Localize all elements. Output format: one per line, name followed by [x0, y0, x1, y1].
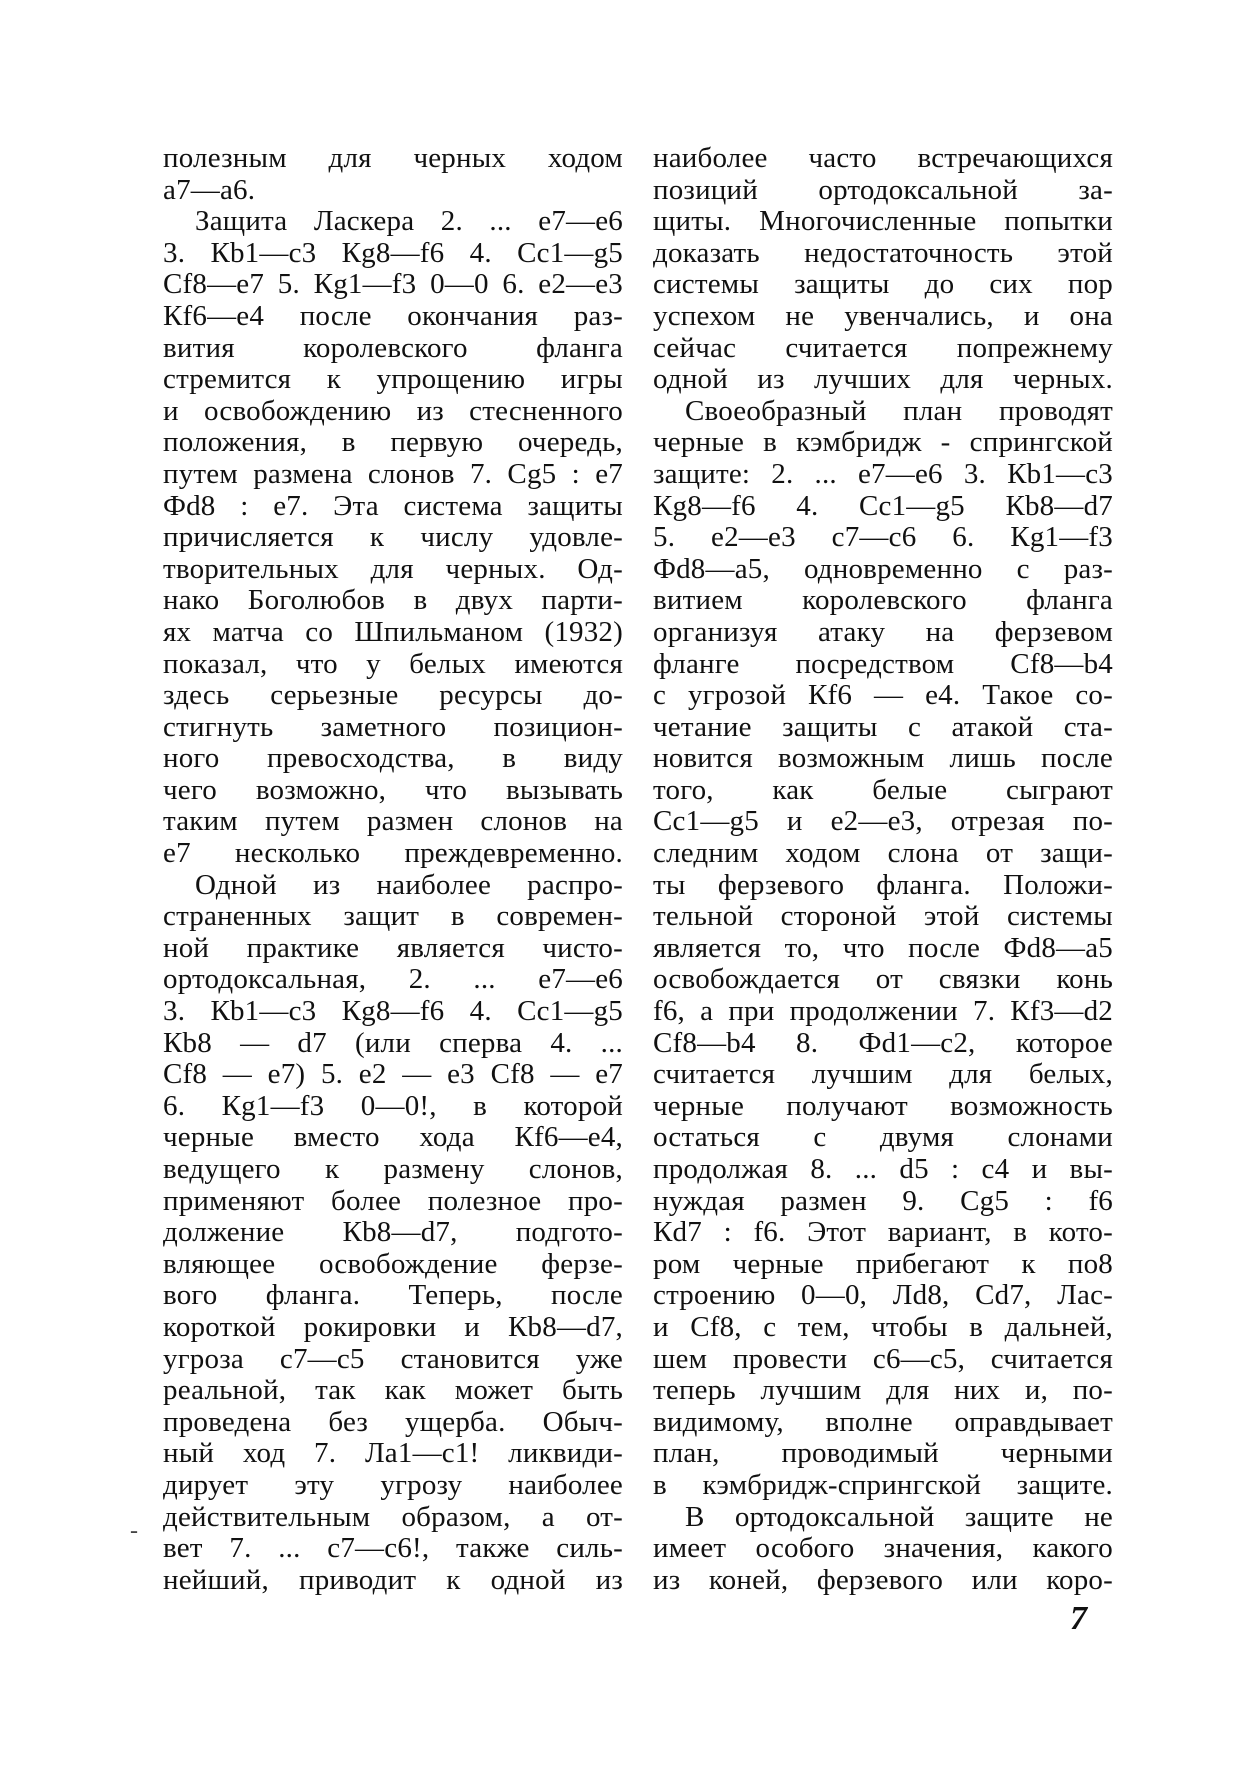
text-line: витием королевского фланга: [653, 584, 1113, 617]
text-line: считается лучшим для белых,: [653, 1058, 1113, 1091]
text-line: имеет особого значения, какого: [653, 1532, 1113, 1565]
text-line: доказать недостаточность этой: [653, 236, 1113, 269]
text-line: Кb8 — d7 (или сперва 4. ...: [163, 1026, 623, 1059]
text-line: вития королевского фланга: [163, 331, 623, 364]
text-line: чего возможно, что вызывать: [163, 773, 623, 806]
text-line: черные вместо хода Кf6—e4,: [163, 1121, 623, 1154]
text-line: Кf6—e4 после окончания раз-: [163, 299, 623, 332]
text-line: нуждая размен 9. Cg5 : f6: [653, 1184, 1113, 1217]
text-line: применяют более полезное про-: [163, 1184, 623, 1217]
text-line: Защита Ласкера 2. ... e7—e6: [195, 205, 623, 238]
text-line: остаться с двумя слонами: [653, 1121, 1113, 1154]
text-line: ях матча со Шпильманом (1932): [163, 615, 623, 648]
text-line: системы защиты до сих пор: [653, 268, 1113, 301]
left-text-column: [163, 143, 623, 1596]
text-line: Cf8—b4 8. Фd1—c2, которое: [653, 1026, 1113, 1059]
text-line: нейший, приводит к одной из: [163, 1563, 623, 1596]
text-line: полезным для черных ходом: [163, 142, 623, 174]
text-line: 3. Кb1—c3 Кg8—f6 4. Cc1—g5: [163, 995, 623, 1028]
text-line: вет 7. ... c7—c6!, также силь-: [163, 1532, 623, 1565]
text-line: ром черные прибегают к по8: [653, 1247, 1113, 1280]
text-line: защите: 2. ... e7—e6 3. Кb1—c3: [653, 457, 1113, 490]
text-line: строению 0—0, Лd8, Cd7, Лас-: [653, 1279, 1113, 1312]
text-line: дирует эту угрозу наиболее: [163, 1468, 623, 1501]
text-line: освобождается от связки конь: [653, 963, 1113, 996]
text-line: здесь серьезные ресурсы до-: [163, 679, 623, 712]
text-line: следним ходом слона от защи-: [653, 837, 1113, 870]
text-line: организуя атаку на ферзевом: [653, 615, 1113, 648]
text-line: видимому, вполне оправдывает: [653, 1405, 1113, 1438]
text-line: Cf8 — e7) 5. e2 — e3 Cf8 — e7: [163, 1058, 623, 1091]
text-line: фланге посредством Cf8—b4: [653, 647, 1113, 680]
text-line: реальной, так как может быть: [163, 1374, 623, 1407]
text-line: того, как белые сыграют: [653, 773, 1113, 806]
text-line: творительных для черных. Од-: [163, 552, 623, 585]
text-line: шем провести c6—c5, считается: [653, 1342, 1113, 1375]
text-line: Фd8—a5, одновременно с раз-: [653, 552, 1113, 585]
text-line: одной из лучших для черных.: [653, 363, 1113, 396]
text-line: вляющее освобождение ферзе-: [163, 1247, 623, 1280]
text-line: стигнуть заметного позицион-: [163, 710, 623, 743]
text-line: страненных защит в современ-: [163, 900, 623, 933]
text-line: a7—a6.: [163, 173, 256, 206]
text-line: Одной из наиболее распро-: [195, 868, 623, 901]
text-line: В ортодоксальной защите не: [685, 1500, 1113, 1533]
text-line: и Cf8, с тем, чтобы в дальней,: [653, 1310, 1113, 1343]
text-line: с угрозой Кf6 — e4. Такое со-: [653, 679, 1113, 712]
text-line: 5. e2—e3 c7—c6 6. Кg1—f3: [653, 521, 1113, 554]
text-line: e7 несколько преждевременно.: [163, 837, 623, 870]
text-line: нако Боголюбов в двух парти-: [163, 584, 623, 617]
right-text-column: [653, 143, 1113, 1596]
text-line: сейчас считается попрежнему: [653, 331, 1113, 364]
text-line: новится возможным лишь после: [653, 742, 1113, 775]
text-line: таким путем размен слонов на: [163, 805, 623, 838]
text-line: щиты. Многочисленные попытки: [653, 205, 1113, 238]
text-line: причисляется к числу удовле-: [163, 521, 623, 554]
text-line: успехом не увенчались, и она: [653, 299, 1113, 332]
margin-mark: -: [130, 1518, 138, 1544]
text-line: в кэмбридж-спрингской защите.: [653, 1468, 1113, 1501]
text-line: ный ход 7. Лa1—c1! ликвиди-: [163, 1437, 623, 1470]
text-line: ведущего к размену слонов,: [163, 1153, 623, 1185]
text-line: наиболее часто встречающихся: [653, 142, 1113, 174]
text-line: черные получают возможность: [653, 1089, 1113, 1122]
text-line: четание защиты с атакой ста-: [653, 710, 1113, 743]
page-number: 7: [1070, 1600, 1087, 1637]
text-line: и освобождению из стесненного: [163, 394, 623, 427]
text-line: Кg8—f6 4. Cc1—g5 Кb8—d7: [653, 489, 1113, 522]
text-line: путем размена слонов 7. Cg5 : e7: [163, 457, 623, 490]
text-line: ортодоксальная, 2. ... e7—e6: [163, 963, 623, 996]
text-line: f6, а при продолжении 7. Кf3—d2: [653, 995, 1113, 1028]
text-line: положения, в первую очередь,: [163, 426, 623, 459]
text-line: позиций ортодоксальной за-: [653, 173, 1113, 206]
text-line: вого фланга. Теперь, после: [163, 1279, 623, 1312]
text-line: ты ферзевого фланга. Положи-: [653, 868, 1113, 901]
text-line: теперь лучшим для них и, по-: [653, 1374, 1113, 1407]
text-line: план, проводимый черными: [653, 1437, 1113, 1470]
text-line: ной практике является чисто-: [163, 931, 623, 964]
text-line: Cf8—e7 5. Кg1—f3 0—0 6. e2—e3: [163, 268, 623, 301]
text-line: стремится к упрощению игры: [163, 363, 623, 396]
text-line: Своеобразный план проводят: [685, 394, 1113, 427]
text-line: показал, что у белых имеются: [163, 647, 623, 680]
text-line: проведена без ущерба. Обыч-: [163, 1405, 623, 1438]
text-line: тельной стороной этой системы: [653, 900, 1113, 933]
text-line: черные в кэмбридж - спрингской: [653, 426, 1113, 459]
text-line: Фd8 : e7. Эта система защиты: [163, 489, 623, 522]
text-line: действительным образом, а от-: [163, 1500, 623, 1533]
text-line: угроза c7—c5 становится уже: [163, 1342, 623, 1375]
text-line: продолжая 8. ... d5 : c4 и вы-: [653, 1153, 1113, 1185]
text-line: из коней, ферзевого или коро-: [653, 1563, 1113, 1596]
text-line: короткой рокировки и Кb8—d7,: [163, 1310, 623, 1343]
text-line: Cc1—g5 и e2—e3, отрезая по-: [653, 805, 1113, 838]
text-line: 3. Кb1—c3 Кg8—f6 4. Cc1—g5: [163, 236, 623, 269]
text-line: 6. Кg1—f3 0—0!, в которой: [163, 1089, 623, 1122]
text-line: Кd7 : f6. Этот вариант, в кото-: [653, 1216, 1113, 1249]
text-line: должение Кb8—d7, подгото-: [163, 1216, 623, 1249]
text-line: является то, что после Фd8—a5: [653, 931, 1113, 964]
text-line: ного превосходства, в виду: [163, 742, 623, 775]
